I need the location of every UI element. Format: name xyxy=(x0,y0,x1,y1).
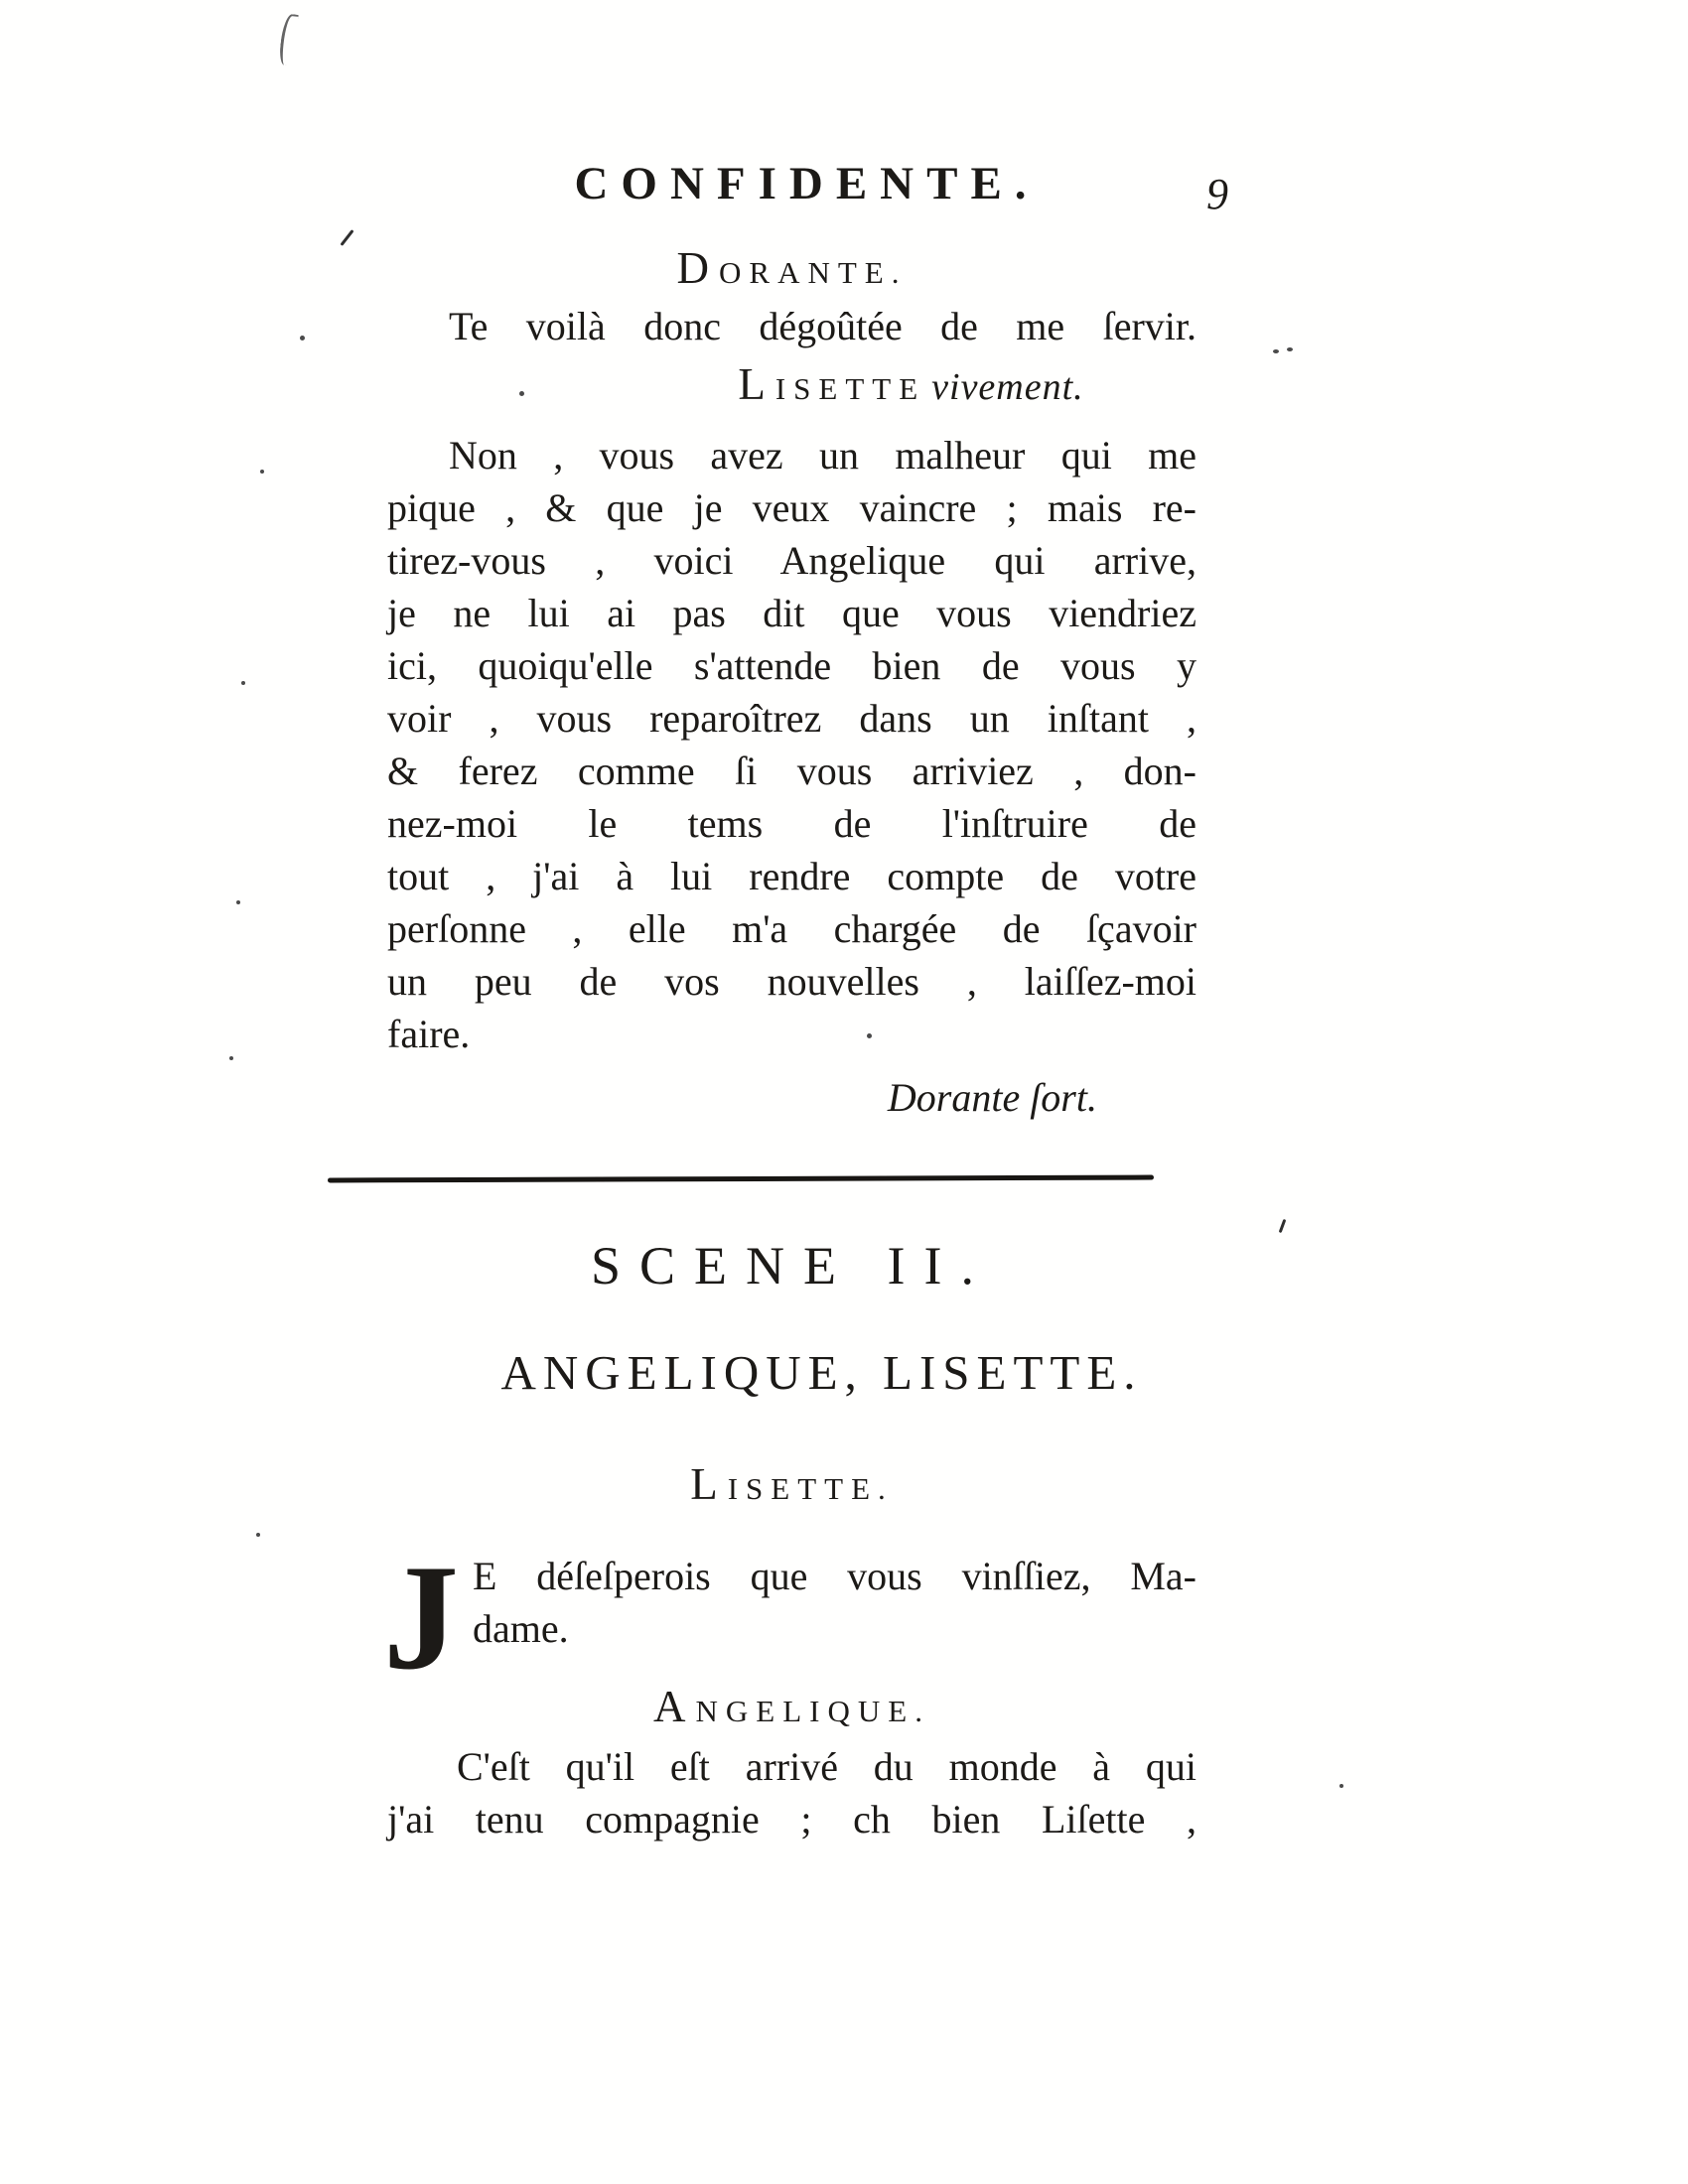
speech-line: C'eſt qu'il eſt arrivé du monde à qui xyxy=(457,1744,1196,1789)
speech-line: E déſeſperois que vous vinſſiez, Ma- xyxy=(473,1554,1196,1598)
speaker-heading-lisette-vivement xyxy=(506,356,1316,423)
speech-line: je ne lui ai pas dit que vous viendriez xyxy=(387,591,1196,635)
section-divider-rule xyxy=(328,1175,1154,1183)
ink-speck xyxy=(256,1533,260,1537)
scene-heading: SCENE II. xyxy=(591,1236,993,1296)
speech-paragraph-lisette xyxy=(387,429,1196,1060)
speech-line: faire. xyxy=(387,1012,471,1056)
page-number: 9 xyxy=(1206,170,1228,218)
speech-line: Non , vous avez un malheur qui me xyxy=(449,433,1196,478)
speech-line: nez-moi le tems de l'inſtruire de xyxy=(387,801,1196,846)
stage-direction-dorante-sort: Dorante ſort. xyxy=(887,1075,1097,1120)
speech-line: tirez-vous , voici Angelique qui arrive, xyxy=(387,538,1196,583)
text-block xyxy=(383,157,1228,1845)
running-title: CONFIDENTE. xyxy=(574,158,1040,209)
speech-line: voir , vous reparoîtrez dans un inſtant , xyxy=(387,696,1196,741)
ink-speck xyxy=(1273,349,1279,353)
speech-line: & ferez comme ſi vous arriviez , don- xyxy=(387,749,1196,793)
ink-squiggle xyxy=(278,13,298,66)
stage-direction-inline: vivement. xyxy=(931,366,1084,408)
ink-speck xyxy=(1287,347,1293,351)
speaker-heading-lisette: LISETTE. xyxy=(690,1459,894,1509)
ink-speck xyxy=(340,229,353,246)
ink-speck xyxy=(260,470,264,474)
speech-line: un peu de vos nouvelles , laiſſez-moi xyxy=(387,959,1196,1004)
speech-line: j'ai tenu compagnie ; ch bien Liſette , xyxy=(387,1797,1196,1842)
speech-line: tout , j'ai à lui rendre compte de votre xyxy=(387,854,1196,898)
ink-speck xyxy=(1339,1784,1343,1788)
speech-paragraph-lisette-2 xyxy=(383,1534,1196,1701)
page-header xyxy=(387,157,1228,242)
ink-speck xyxy=(241,681,245,685)
speaker-name-first-letter: L xyxy=(738,359,775,409)
speech-line: perſonne , elle m'a chargée de ſçavoir xyxy=(387,906,1196,951)
speaker-heading-dorante: DORANTE. xyxy=(676,243,908,293)
ink-speck xyxy=(229,1056,233,1060)
ink-speck xyxy=(300,336,305,341)
scene-characters-list: ANGELIQUE, LISETTE. xyxy=(500,1345,1143,1400)
ink-speck xyxy=(236,900,240,904)
speaker-heading-angelique: ANGELIQUE. xyxy=(653,1682,930,1731)
speaker-name: ISETTE xyxy=(774,371,926,406)
ink-speck xyxy=(1279,1219,1287,1233)
speech-line: ici, quoiqu'elle s'attende bien de vous y xyxy=(387,643,1196,688)
speech-line: pique , & que je veux vaincre ; mais re- xyxy=(387,485,1196,530)
drop-cap-J: J xyxy=(383,1534,459,1701)
speech-line: dame. xyxy=(473,1606,569,1651)
dialogue-line-dorante: Te voilà donc dégoûtée de me ſervir. xyxy=(449,304,1196,348)
speech-paragraph-angelique xyxy=(387,1740,1196,1845)
